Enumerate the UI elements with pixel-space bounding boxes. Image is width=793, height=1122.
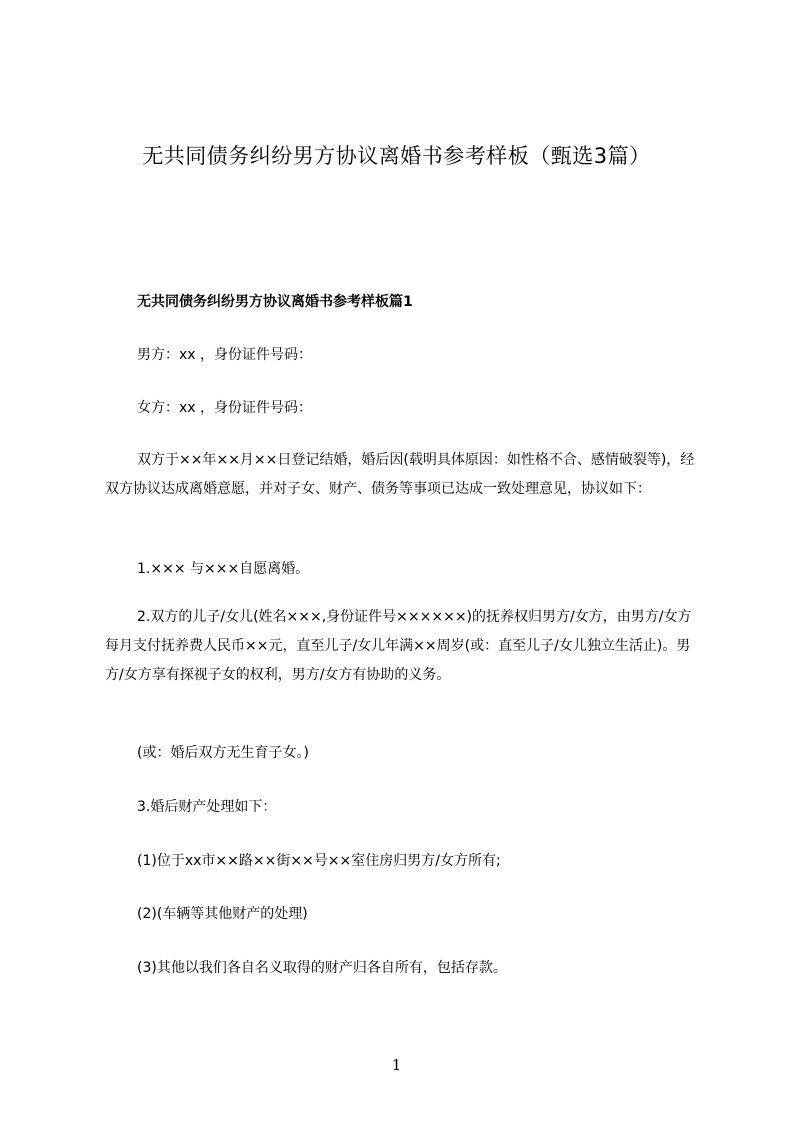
section-heading: 无共同债务纠纷男方协议离婚书参考样板篇1 <box>137 294 413 310</box>
paragraph-property-3: (3)其他以我们各自名义取得的财产归各自所有，包括存款。 <box>137 960 507 976</box>
paragraph-marriage-statement: 双方于××年××月××日登记结婚，婚后因(载明具体原因：如性格不合、感情破裂等)，经双方协议达成离婚意愿，并对子女、财产、债务等事项已达成一致处理意见，协议如下： <box>105 452 695 497</box>
paragraph-female-party: 女方：xx ，身份证件号码： <box>137 400 313 416</box>
paragraph-property-1: (1)位于xx市××路××街××号××室住房归男方/女方所有; <box>137 853 501 869</box>
paragraph-clause-3: 3.婚后财产处理如下： <box>137 799 277 815</box>
document-title: 无共同债务纠纷男方协议离婚书参考样板（甄选3篇） <box>142 144 651 168</box>
paragraph-property-2: (2)(车辆等其他财产的处理) <box>137 906 308 922</box>
paragraph-clause-1: 1.××× 与×××自愿离婚。 <box>137 561 310 577</box>
paragraph-male-party: 男方：xx ，身份证件号码： <box>137 347 313 363</box>
paragraph-clause-2: 2.双方的儿子/女儿(姓名×××,身份证件号××××××)的抚养权归男方/女方，由男方/女方每月支付抚养费人民币××元，直至儿子/女儿年满××周岁(或：直至儿子/女儿独立生活止)。男方/女方享有探视子女的权利，男方/女方有协助的义务。 <box>105 609 692 683</box>
paragraph-no-children: (或：婚后双方无生育子女。) <box>137 745 309 761</box>
page-number: 1 <box>391 1056 402 1074</box>
